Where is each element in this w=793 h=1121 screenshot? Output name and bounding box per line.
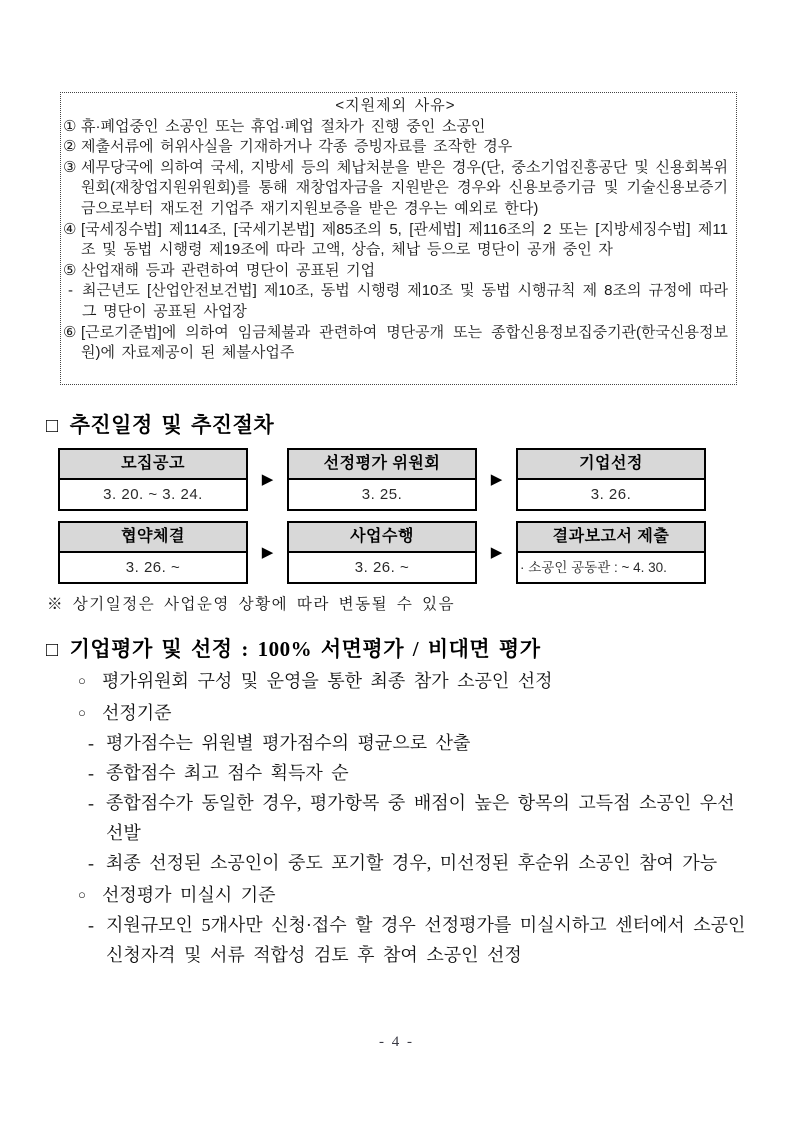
exclusion-item — [63, 220, 728, 261]
item-text: 선정평가 미실시 기준 — [102, 885, 276, 905]
schedule-heading — [46, 412, 274, 439]
evaluation-item — [47, 666, 747, 696]
exclusion-box-title: <지원제외 사유> — [335, 97, 456, 114]
item-text: 종합점수가 동일한 경우, 평가항목 중 배점이 높은 항목의 고득점 소공인 우선 선발 — [106, 793, 735, 843]
item-marker: - — [88, 733, 94, 753]
item-text: 지원규모인 5개사만 신청·접수 할 경우 선정평가를 미실시하고 센터에서 소공인 신청자격 및 서류 적합성 검토 후 참여 소공인 선정 — [106, 915, 746, 965]
evaluation-item — [47, 788, 747, 848]
flow-step-title: 기업선정 — [518, 450, 704, 480]
item-marker: - — [68, 282, 73, 300]
exclusion-item — [63, 117, 728, 138]
flow-step-date: 3. 26. ~ — [125, 559, 181, 576]
flow-step-box — [516, 448, 706, 511]
arrow-right-icon: ▶ — [261, 471, 274, 488]
flow-step-box — [287, 448, 477, 511]
flow-step-box — [58, 448, 248, 511]
schedule-heading-text: 추진일정 및 추진절차 — [69, 413, 275, 437]
flow-step-title: 협약체결 — [60, 523, 246, 553]
flow-step-date: 3. 26. ~ — [354, 559, 410, 576]
item-marker: - — [88, 763, 94, 783]
item-marker: ○ — [78, 673, 86, 688]
schedule-note: ※ 상기일정은 사업운영 상황에 따라 변동될 수 있음 — [47, 596, 456, 613]
item-marker: ① — [63, 117, 77, 135]
page-number: - 4 - — [379, 1034, 414, 1050]
item-text: 세무당국에 의하여 국세, 지방세 등의 체납처분을 받은 경우(단, 중소기업진흥공단 및 신용회복위원회(재창업지원위원회)를 통해 재창업자금을 지원받은 경우와 신용보증기금 및 기술신용보증기금으로부터 재도전 기업주 재기지원보증을 받은 경우는 예외로 한다) — [81, 158, 728, 217]
exclusion-item — [63, 158, 728, 220]
item-text: 평가위원회 구성 및 운영을 통한 최종 참가 소공인 선정 — [102, 671, 553, 691]
evaluation-item — [47, 910, 747, 970]
item-text: 최근년도 [산업안전보건법] 제10조, 동법 시행령 제10조 및 동법 시행규칙 제 8조의 규정에 따라 그 명단이 공표된 사업장 — [82, 282, 728, 320]
evaluation-item — [47, 758, 747, 788]
flow-step-date: 3. 20. ~ 3. 24. — [103, 486, 203, 503]
flow-step-title: 사업수행 — [289, 523, 475, 553]
item-marker: - — [88, 915, 94, 935]
item-text: 제출서류에 허위사실을 기재하거나 각종 증빙자료를 조작한 경우 — [81, 138, 513, 156]
exclusion-item — [63, 323, 728, 364]
evaluation-heading-text: 기업평가 및 선정 : 100% 서면평가 / 비대면 평가 — [69, 637, 541, 661]
flow-step-title: 선정평가 위원회 — [289, 450, 475, 480]
item-marker: ○ — [78, 705, 86, 720]
item-text: [근로기준법]에 의하여 임금체불과 관련하여 명단공개 또는 종합신용정보집중기관(한국신용정보원)에 자료제공이 된 체불사업주 — [81, 323, 728, 362]
item-text: 산업재해 등과 관련하여 명단이 공표된 기업 — [81, 261, 376, 279]
exclusion-item — [63, 281, 728, 322]
flow-step-title: 모집공고 — [60, 450, 246, 480]
flow-step-date: 3. 25. — [361, 486, 403, 503]
item-text: 선정기준 — [102, 703, 172, 723]
evaluation-item — [47, 728, 747, 758]
item-marker: ④ — [63, 220, 77, 238]
item-marker: ⑥ — [63, 323, 77, 341]
item-text: 종합점수 최고 점수 획득자 순 — [106, 763, 349, 783]
arrow-right-icon: ▶ — [490, 471, 503, 488]
evaluation-item — [47, 880, 747, 910]
square-bullet-icon: □ — [46, 639, 59, 661]
schedule-flow-row-1 — [58, 448, 706, 511]
exclusion-list — [63, 117, 728, 364]
evaluation-item — [47, 848, 747, 878]
item-marker: ○ — [78, 887, 86, 902]
square-bullet-icon: □ — [46, 415, 59, 437]
flow-step-box — [58, 521, 248, 584]
item-marker: - — [88, 793, 94, 813]
exclusion-item — [63, 261, 728, 282]
item-text: [국세징수법] 제114조, [국세기본법] 제85조의 5, [관세법] 제116조의 2 또는 [지방세징수법] 제11조 및 동법 시행령 제19조에 따라 고액, 상습, 체납 등으로 명단이 공개 중인 자 — [81, 220, 728, 259]
arrow-right-icon: ▶ — [490, 544, 503, 561]
arrow-right-icon: ▶ — [261, 544, 274, 561]
flow-step-date: · 소공인 공동관 : ~ 4. 30. — [520, 560, 667, 575]
flow-step-title: 결과보고서 제출 — [518, 523, 704, 553]
evaluation-heading — [46, 636, 541, 663]
item-marker: - — [88, 853, 94, 873]
item-text: 평가점수는 위원별 평가점수의 평균으로 산출 — [106, 733, 471, 753]
evaluation-item — [47, 698, 747, 728]
schedule-flow-row-2 — [58, 521, 706, 584]
exclusion-box — [60, 92, 737, 385]
flow-step-box — [287, 521, 477, 584]
item-text: 최종 선정된 소공인이 중도 포기할 경우, 미선정된 후순위 소공인 참여 가능 — [106, 853, 718, 873]
exclusion-item — [63, 137, 728, 158]
item-marker: ③ — [63, 158, 77, 176]
item-text: 휴·폐업중인 소공인 또는 휴업·폐업 절차가 진행 중인 소공인 — [81, 117, 486, 135]
item-marker: ⑤ — [63, 261, 77, 279]
flow-step-date: 3. 26. — [590, 486, 632, 503]
evaluation-list — [47, 666, 747, 970]
flow-step-box — [516, 521, 706, 584]
item-marker: ② — [63, 138, 77, 156]
